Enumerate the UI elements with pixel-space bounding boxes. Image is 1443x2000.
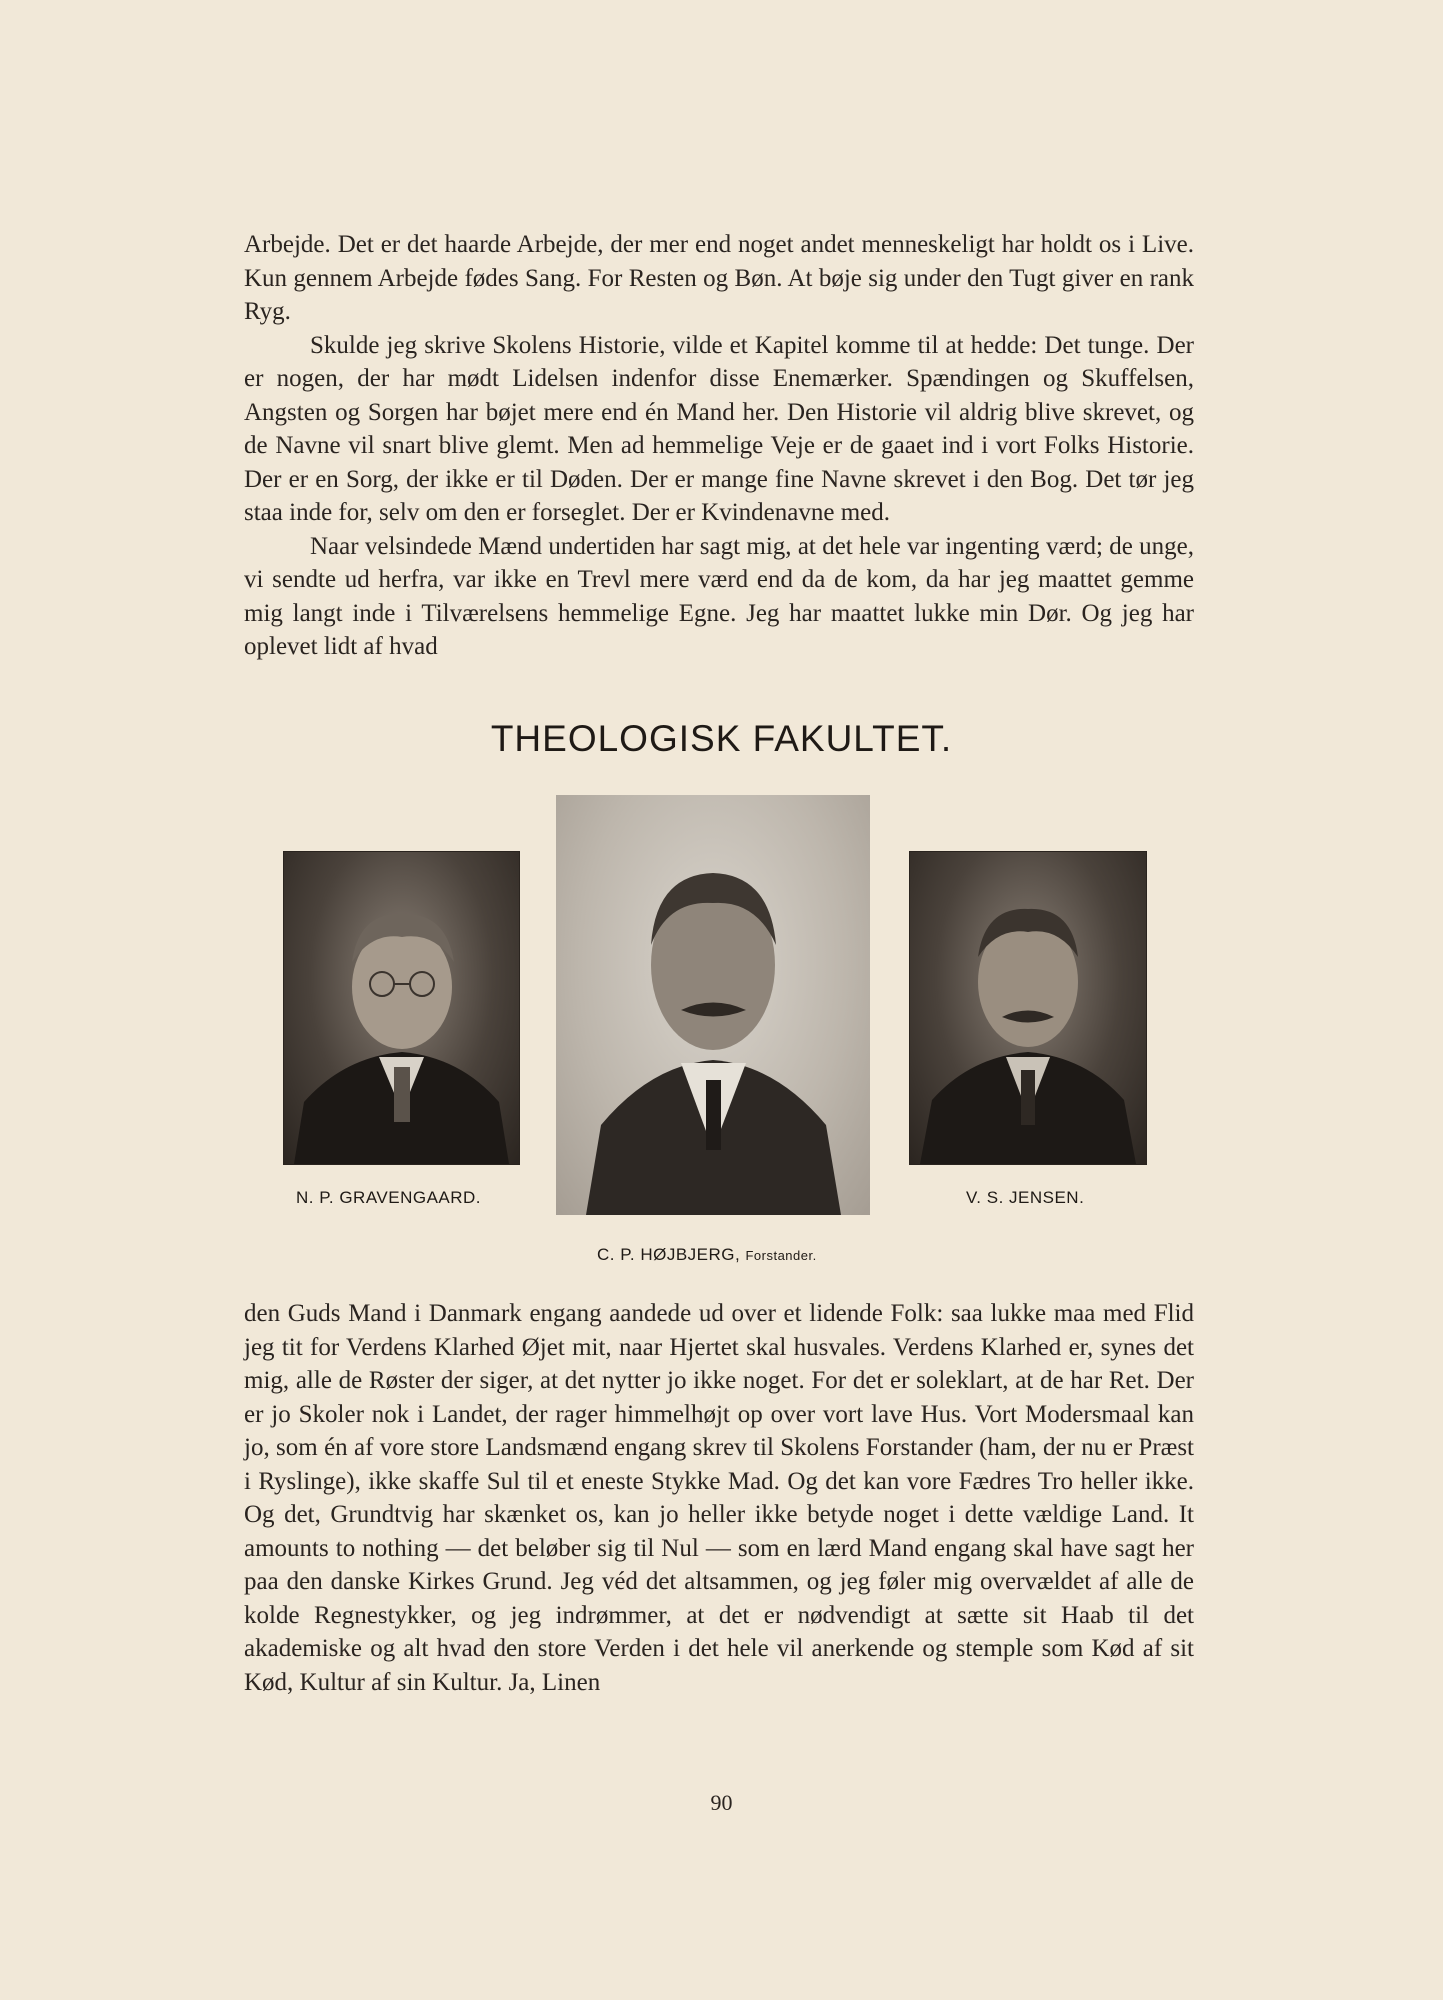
paragraph-guds-mand: den Guds Mand i Danmark engang aandede ud over et lidende Folk: saa lukke maa med Flid jeg tit for Verdens Klarhed Øjet mit, naar Hjertet skal husvales. Verdens Klarhed er, synes det mig, alle de Røster der siger, at det nytter jo ikke noget. For det er soleklart, at de har Ret. Der er jo Skoler nok i Landet, der rager himmelhøjt op over vort lave Hus. Vort Modersmaal kan jo, som én af vore store Landsmænd engang skrev til Skolens Forstander (ham, der nu er Præst i Ryslinge), ikke skaffe Sul til et eneste Stykke Mad. Og det kan vore Fædres Tro heller ikke. Og det, Grundtvig har skænket os, kan jo heller ikke betyde noget i dette vældige Land. It amounts to nothing — det beløber sig til Nul — som en lærd Mand engang skal have sagt her paa den danske Kirkes Grund. Jeg véd det altsammen, og jeg føler mig overvældet af alle de kolde Regnestykker, og jeg indrømmer, at det er nødvendigt at sætte sit Haab til det akademiske og alt hvad den store Verden i det hele vil anerkende og stemple som Kød af sit Kød, Kultur af sin Kultur. Ja, Linen [244,1300,1194,1696]
section-heading: THEOLOGISK FAKULTET. [490,718,953,759]
portrait-figure-icon [910,852,1146,1164]
paragraph-skolens-historie: Skulde jeg skrive Skolens Historie, vilde et Kapitel komme til at hedde: Det tunge. Der er nogen, der har mødt Lidelsen indenfor disse Enemærker. Spændingen og Skuffelsen, Angsten og Sorgen har bøjet mere end én Mand her. Den Historie vil aldrig blive skrevet, og de Navne vil snart blive glemt. Men ad hemmelige Veje er de gaaet ind i vort Folks Historie. Der er en Sorg, der ikke er til Døden. Der er mange fine Navne skrevet i den Bog. Det tør jeg staa inde for, selv om den er forseglet. Der er Kvindenavne med. [244,331,1194,526]
page-number: 90 [710,1790,733,1815]
portrait-figure-icon [556,795,870,1215]
caption-hojbjerg-title: Forstander. [745,1248,817,1263]
top-text-block [244,228,1194,664]
portrait-photo-hojbjerg [556,795,870,1215]
caption-gravengaard: N. P. GRAVENGAARD. [296,1188,482,1207]
paragraph-arbejde: Arbejde. Det er det haarde Arbejde, der mer end noget andet menneskeligt har holdt os i Live. Kun gennem Arbejde fødes Sang. For Resten og Bøn. At bøje sig under den Tugt giver en rank Ryg. [244,231,1194,325]
portrait-photo-gravengaard [283,851,520,1165]
portrait-figure-icon [284,852,519,1164]
portrait-photo-jensen [909,851,1147,1165]
caption-jensen: V. S. JENSEN. [966,1188,1085,1207]
paragraph-velsindede-maend: Naar velsindede Mænd undertiden har sagt mig, at det hele var ingenting værd; de unge, vi sendte ud herfra, var ikke en Trevl mere værd end da de kom, da har jeg maattet gemme mig langt inde i Tilværelsens hemmelige Egne. Jeg har maattet lukke min Dør. Og jeg har oplevet lidt af hvad [244,532,1194,660]
bottom-text-block [244,1297,1194,1699]
caption-hojbjerg [597,1245,817,1265]
caption-hojbjerg-name: C. P. HØJBJERG, [597,1245,741,1264]
